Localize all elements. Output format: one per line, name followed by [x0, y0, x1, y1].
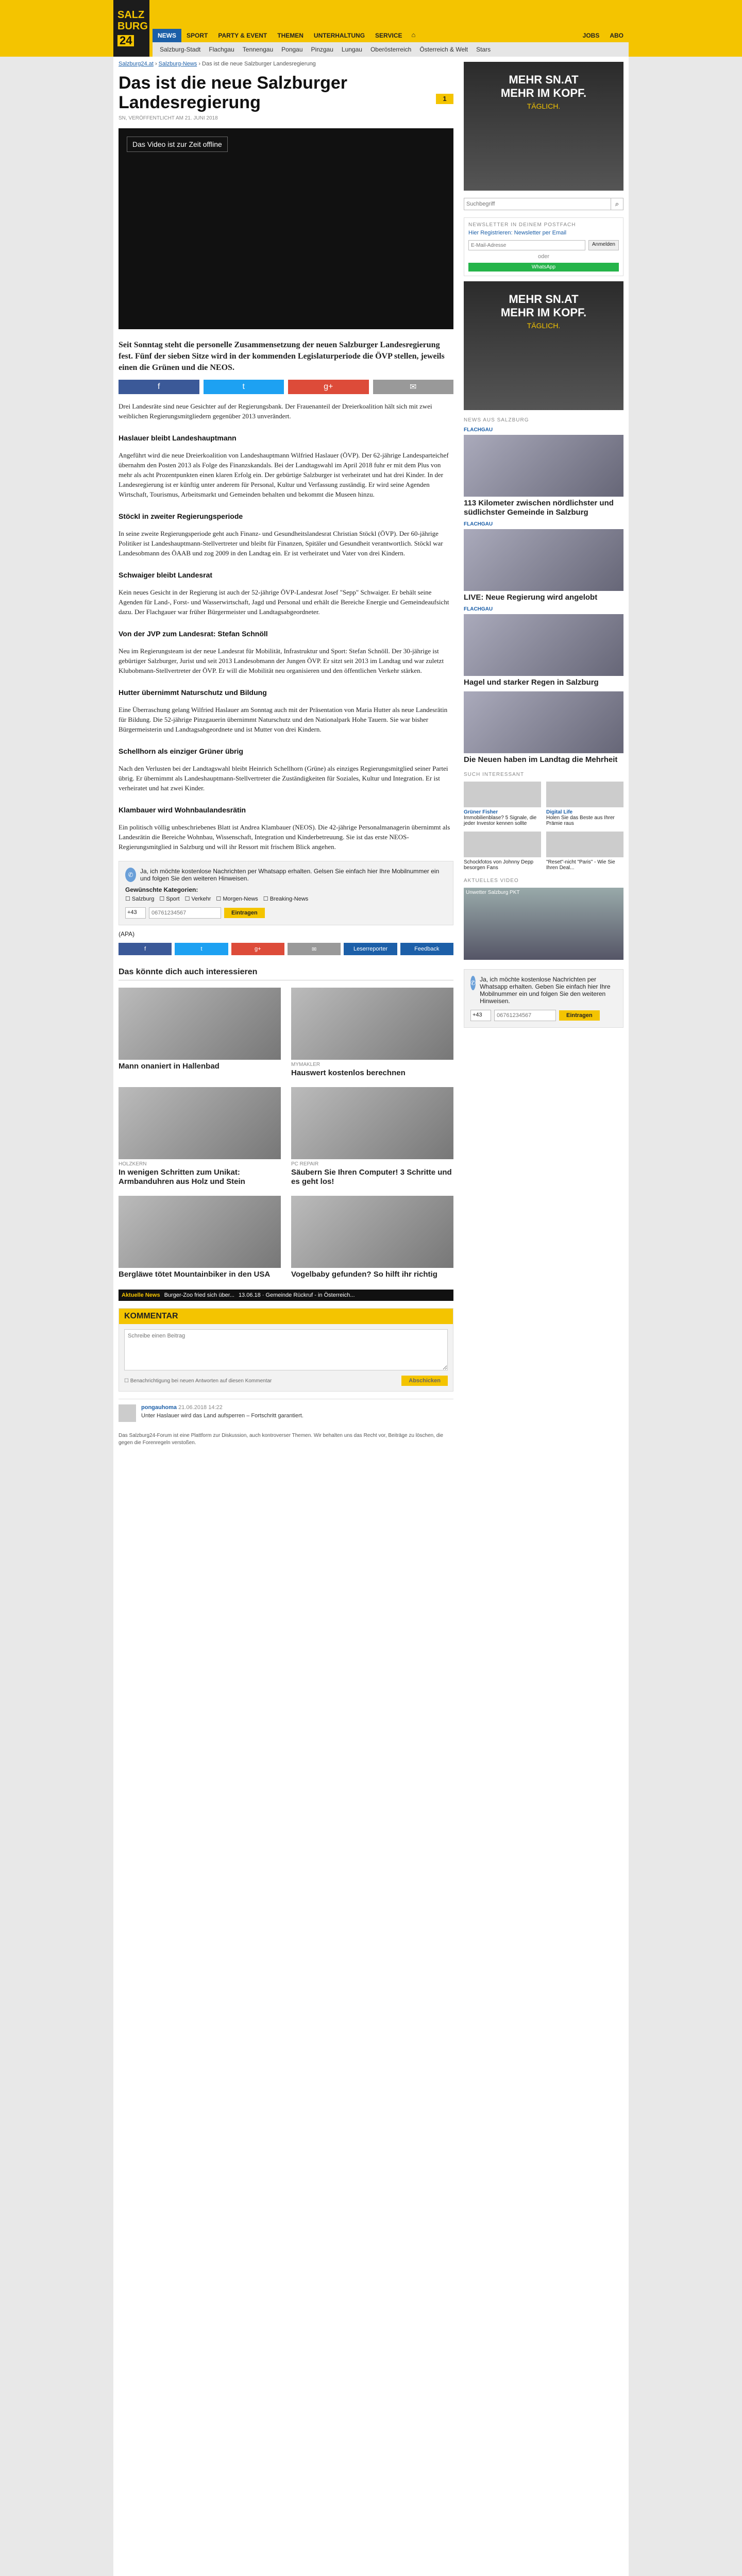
category-checkbox[interactable]: ☐ Sport [159, 896, 180, 902]
teaser-image [291, 1087, 453, 1159]
related-grid [119, 988, 453, 1279]
promo-item[interactable] [464, 782, 541, 826]
comment-textarea[interactable] [124, 1329, 448, 1370]
category-checkbox[interactable]: ☐ Salzburg [125, 896, 155, 902]
whatsapp-button[interactable]: WhatsApp [468, 263, 619, 272]
chat-icon: ✆ [470, 976, 476, 990]
comment-item [119, 1399, 453, 1422]
subnav-item[interactable]: Tennengau [242, 46, 274, 53]
feedback-button[interactable]: Feedback [400, 943, 453, 955]
related-teaser[interactable] [119, 1196, 281, 1279]
search-icon[interactable]: ⌕ [611, 198, 623, 210]
comment-submit-button[interactable]: Abschicken [401, 1376, 448, 1386]
comment-date: 21.06.2018 14:22 [178, 1404, 223, 1411]
whatsapp-signup [119, 861, 453, 925]
newsletter-or: oder [537, 253, 550, 260]
teaser-kicker: HOLZKERN [119, 1161, 147, 1167]
section-heading: Hutter übernimmt Naturschutz und Bildung [119, 688, 267, 697]
promo-item[interactable] [464, 832, 541, 871]
video-offline-label: Das Video ist zur Zeit offline [127, 137, 228, 152]
phone-input[interactable] [149, 907, 221, 919]
category-checkbox[interactable]: ☐ Verkehr [184, 896, 211, 902]
facebook-share-button[interactable]: f [119, 380, 199, 394]
subnav-item[interactable]: Österreich & Welt [419, 46, 468, 53]
sidebar-news-item[interactable] [464, 606, 623, 687]
nav-unterhaltung[interactable]: UNTERHALTUNG [313, 32, 365, 39]
section-heading: Schwaiger bleibt Landesrat [119, 571, 213, 579]
googleplus-share-button[interactable]: g+ [231, 943, 284, 955]
country-prefix-select[interactable]: +43 [125, 907, 146, 919]
ticker-item[interactable]: 13.06.18 · Gemeinde Rückruf - in Österreich... [238, 1292, 355, 1298]
leserreporter-button[interactable]: Leserreporter [344, 943, 397, 955]
promo-desc: "Reset"-nicht "Paris" - Wie Sie Ihren Deal... [546, 859, 615, 871]
breadcrumb: Salzburg24.at › Salzburg-News › Das ist die neue Salzburger Landesregierung [119, 61, 316, 67]
article-paragraph: Nach den Verlusten bei der Landtagswahl bleibt Heinrich Schellhorn (Grüne) als einziges Regierungsmitglied seiner Partei übrig. Er übernimmt als Landeshauptmann-Stellvertreter die Zuständigkeiten für Soziales, Kultur und Integration. Er ist verheiratet und hat zwei Kinder. [119, 765, 448, 792]
news-image [464, 614, 623, 676]
newsletter-heading: NEWSLETTER IN DEINEM POSTFACH [468, 222, 576, 228]
ad-text: MEHR SN.AT [509, 73, 579, 86]
teaser-title: Bergläwe tötet Mountainbiker in den USA [119, 1270, 271, 1279]
share-bar [119, 380, 453, 394]
ticker-label: Aktuelle News [122, 1292, 160, 1298]
promo-heading: SUCH INTERESSANT [464, 772, 525, 777]
promo-image [546, 782, 623, 807]
section-heading: Von der JVP zum Landesrat: Stefan Schnöll [119, 630, 268, 638]
section-heading: Stöckl in zweiter Regierungsperiode [119, 512, 243, 520]
related-teaser[interactable] [291, 1196, 453, 1279]
promo-image [464, 832, 541, 857]
sidebar-news-heading: NEWS AUS SALZBURG [464, 417, 529, 423]
teaser-kicker: MYMAKLER [291, 1062, 321, 1067]
teaser-kicker: PC REPAIR [291, 1161, 319, 1167]
main-nav [153, 29, 629, 42]
news-image [464, 435, 623, 497]
comment-user[interactable]: pongauhoma [141, 1404, 177, 1411]
facebook-share-button[interactable]: f [119, 943, 172, 955]
related-teaser[interactable] [291, 1087, 453, 1187]
news-title: 113 Kilometer zwischen nördlichster und südlichster Gemeinde in Salzburg [464, 499, 614, 517]
nav-news[interactable]: NEWS [153, 29, 181, 42]
ad-text: MEHR IM KOPF. [500, 87, 587, 99]
sidebar-news-item[interactable] [464, 521, 623, 602]
teaser-title: Säubern Sie Ihren Computer! 3 Schritte und es geht los! [291, 1168, 452, 1186]
video-player[interactable] [119, 128, 453, 329]
article-paragraph: In seine zweite Regierungsperiode geht auch Finanz- und Gesundheitslandesrat Christian Stöckl (ÖVP). Der 60-jährige Politiker ist Landeshauptmann-Stellvertreter und bleibt für Finanzen, Spitäler und Gesundheit verantwortlich. Stöckl war Landesobmann des ÖAAB und zog 2009 in den Landtag ein. Er ist verheiratet und Vater von drei Kindern. [119, 530, 443, 557]
teaser-title: In wenigen Schritten zum Unikat: Armbanduhren aus Holz und Stein [119, 1168, 245, 1186]
category-checkbox[interactable]: ☐ Breaking-News [263, 896, 309, 902]
whatsapp-submit-button[interactable]: Eintragen [224, 908, 265, 918]
sidebar-whatsapp-signup [464, 969, 623, 1028]
sidebar-search [464, 198, 623, 210]
comment-count-badge[interactable]: 1 [436, 94, 453, 104]
news-title: LIVE: Neue Regierung wird angelobt [464, 593, 598, 602]
share-bar-bottom [119, 943, 453, 955]
subnav-item[interactable]: Oberösterreich [370, 46, 412, 53]
page-content [113, 57, 629, 2576]
sidebar-news-item[interactable] [464, 691, 623, 765]
teaser-image [291, 1196, 453, 1268]
newsletter-submit-button[interactable]: Anmelden [588, 240, 619, 250]
promo-desc: Immobilienblase? 5 Signale, die jeder Investor kennen sollte [464, 815, 537, 826]
breadcrumb-home[interactable]: Salzburg24.at [119, 61, 154, 67]
news-image [464, 691, 623, 753]
section-heading: Schellhorn als einziger Grüner übrig [119, 747, 243, 755]
whatsapp-submit-button[interactable]: Eintragen [559, 1010, 600, 1021]
phone-input[interactable] [494, 1010, 556, 1021]
article-lead: Seit Sonntag steht die personelle Zusammensetzung der neuen Salzburger Landesregierung fest. Fünf der sieben Sitze wird in der kommenden Legislaturperiode die ÖVP stellen, jeweils einen die Grünen und die NEOS. [119, 341, 445, 372]
nav-sport[interactable]: SPORT [187, 32, 208, 39]
ticker-item[interactable]: Burger-Zoo fried sich über... [164, 1292, 234, 1298]
subnav-item[interactable]: Stars [476, 46, 491, 53]
googleplus-share-button[interactable]: g+ [288, 380, 369, 394]
breadcrumb-section[interactable]: Salzburg-News [158, 61, 197, 67]
newsletter-email-input[interactable] [468, 240, 585, 250]
teaser-image [291, 988, 453, 1060]
nav-abo[interactable]: ABO [610, 32, 623, 39]
avatar [119, 1404, 136, 1422]
teaser-image [119, 988, 281, 1060]
sidebar-video[interactable] [464, 888, 623, 960]
twitter-share-button[interactable]: t [204, 380, 284, 394]
teaser-image [119, 1196, 281, 1268]
article-title: Das ist die neue Salzburger Landesregierung [119, 73, 348, 112]
advertisement[interactable] [464, 281, 623, 410]
article-paragraph: Ein politisch völlig unbeschriebenes Blatt ist Andrea Klambauer (NEOS). Die 42-jährige Personalmanagerin übernimmt als Landesrätin die Bereiche Wohnbau, Wissenschaft, Integration und Kinderbetreuung. Sie ist das erste NEOS-Regierungsmitglied in Salzburg und will ihr Ressort mit frischem Blick angehen. [119, 823, 450, 851]
ad-text: TÄGLICH. [527, 102, 561, 110]
teaser-title: Mann onaniert in Hallenbad [119, 1062, 220, 1071]
sub-nav [153, 42, 629, 57]
video-caption: Unwetter Salzburg PKT [466, 890, 520, 895]
related-title: Das könnte dich auch interessieren [119, 968, 453, 980]
comment-text: Unter Haslauer wird das Land aufsperren – Fortschritt garantiert. [141, 1413, 303, 1419]
promo-image [546, 832, 623, 857]
notify-checkbox[interactable]: ☐ Benachrichtigung bei neuen Antworten auf diesen Kommentar [124, 1378, 272, 1384]
site-header [0, 0, 742, 57]
sidebar-news-item[interactable] [464, 427, 623, 517]
promo-grid [464, 782, 623, 871]
article-paragraph: Eine Überraschung gelang Wilfried Haslauer am Sonntag auch mit der Präsentation von Maria Hutter als neue Landesrätin für Bildung. Die 52-jährige Pinzgauerin übernimmt Naturschutz und den Nationalpark Hohe Tauern. Sie war bisher Bürgermeisterin und Landtagsabgeordnete und ist Mutter von drei Kindern. [119, 706, 448, 733]
promo-item[interactable] [546, 782, 623, 826]
article-paragraph: Kein neues Gesicht in der Regierung ist auch der 52-jährige ÖVP-Landesrat Josef "Sepp" Schwaiger. Er behält seine Agenden für Land-, Forst- und Wasserwirtschaft, Jagd und Personal und erhält die Bereiche Energie und Gemeindeaufsicht dazu. Der Flachgauer war früher Bürgermeister und Landtagsabgeordneter. [119, 588, 449, 616]
promo-desc: Schockfotos von Johnny Depp besorgen Fans [464, 859, 534, 871]
subnav-item[interactable]: Pinzgau [311, 46, 333, 53]
news-title: Die Neuen haben im Landtag die Mehrheit [464, 755, 618, 764]
category-checkbox[interactable]: ☐ Morgen-News [216, 896, 258, 902]
section-heading: Haslauer bleibt Landeshauptmann [119, 434, 237, 442]
subnav-item[interactable]: Lungau [341, 46, 362, 53]
country-prefix-select[interactable]: +43 [470, 1010, 491, 1021]
email-share-button[interactable]: ✉ [373, 380, 454, 394]
whatsapp-note: Ja, ich möchte kostenlose Nachrichten per Whatsapp erhalten. Geben Sie einfach hier Ihre Mobilnummer ein und folgen Sie den weiteren Hinweisen. [480, 976, 611, 1005]
nav-themen[interactable]: THEMEN [277, 32, 303, 39]
chat-icon: ✆ [125, 868, 136, 882]
sidebar [464, 57, 623, 1028]
promo-desc: Holen Sie das Beste aus Ihrer Prämie raus [546, 815, 615, 826]
promo-title: Grüner Fisher [464, 809, 498, 815]
email-share-button[interactable]: ✉ [288, 943, 341, 955]
subnav-item[interactable]: Flachgau [209, 46, 234, 53]
teaser-image [119, 1087, 281, 1159]
newsletter-link[interactable]: Hier Registrieren: Newsletter per Email [468, 230, 567, 236]
news-kicker: FLACHGAU [464, 521, 493, 527]
promo-title: Digital Life [546, 809, 573, 815]
comment-form-title: KOMMENTAR [119, 1309, 453, 1324]
news-title: Hagel und starker Regen in Salzburg [464, 678, 599, 687]
related-teaser[interactable] [119, 988, 281, 1078]
article-meta: SN, VERÖFFENTLICHT AM 21. JUNI 2018 [119, 115, 218, 121]
twitter-share-button[interactable]: t [175, 943, 228, 955]
article-paragraph: Angeführt wird die neue Dreierkoalition von Landeshauptmann Wilfried Haslauer (ÖVP). Der 62-jährige Landesparteichef übernahm den Posten 2013 als Folge des Finanzskandals. Bei der Landtagswahl im April 2018 fuhr er mit dem Plus von mehr als acht Prozentpunkten einen klaren Erfolg ein. Der gebürtige Salzburger ist verheiratet und hat drei Kinder. In der Landesregierung ist er künftig unter anderem für Personal, Kultur und Verfassung zuständig. Er wird seine Agenden Wirtschaft, Tourismus, Arbeitsmarkt und Gemeinden behalten und bekommt die Museen hinzu. [119, 451, 449, 498]
forum-disclaimer: Das Salzburg24-Forum ist eine Plattform zur Diskussion, auch kontroverser Themen. Wir behalten uns das Recht vor, Beiträge zu löschen, die gegen die Forenregeln verstoßen. [119, 1433, 444, 1446]
nav-party[interactable]: PARTY & EVENT [218, 32, 267, 39]
advertisement[interactable] [464, 62, 623, 191]
ad-text: MEHR IM KOPF. [500, 306, 587, 319]
news-image [464, 529, 623, 591]
news-kicker: FLACHGAU [464, 606, 493, 612]
nav-jobs[interactable]: JOBS [582, 32, 600, 39]
video-heading: AKTUELLES VIDEO [464, 878, 519, 884]
subnav-item[interactable]: Pongau [281, 46, 303, 53]
news-kicker: FLACHGAU [464, 427, 493, 433]
teaser-title: Vogelbaby gefunden? So hilft ihr richtig [291, 1270, 437, 1279]
article-paragraph: Drei Landesräte sind neue Gesichter auf der Regierungsbank. Der Frauenanteil der Dreierkoalition hält sich mit zwei weiblichen Regierungsmitgliedern gegenüber 2013 unverändert. [119, 402, 432, 420]
newsletter-box [464, 217, 623, 276]
related-teaser[interactable] [291, 988, 453, 1078]
news-ticker[interactable] [119, 1290, 453, 1301]
article-body [119, 401, 453, 852]
categories-label: Gewünschte Kategorien: [125, 886, 198, 893]
nav-service[interactable]: SERVICE [375, 32, 402, 39]
related-teaser[interactable] [119, 1087, 281, 1187]
comment-form [119, 1308, 453, 1392]
article-paragraph: Neu im Regierungsteam ist der neue Landesrat für Mobilität, Infrastruktur und Sport: Stefan Schnöll. Der 30-jährige ist gebürtiger Salzburger, Jurist und seit 2013 Landesobmann der Jungen ÖVP. Er sitzt seit 2013 im Landtag und war zuletzt Klubobmann-Stellvertreter der ÖVP. Er will die Mobilität neu organisieren und den öffentlichen Verkehr stärken. [119, 647, 444, 674]
search-input[interactable] [464, 198, 611, 210]
teaser-title: Hauswert kostenlos berechnen [291, 1069, 406, 1077]
whatsapp-note: Ja, ich möchte kostenlose Nachrichten per Whatsapp erhalten. Gelsen Sie einfach hier Ihre Mobilnummer ein und folgen Sie den weiteren Hinweisen. [140, 868, 440, 882]
breadcrumb-current: Das ist die neue Salzburger Landesregierung [202, 61, 316, 67]
home-icon[interactable]: ⌂ [411, 31, 416, 39]
ad-text: TÄGLICH. [527, 321, 561, 330]
promo-image [464, 782, 541, 807]
article-column [119, 57, 453, 1447]
promo-item[interactable] [546, 832, 623, 871]
ad-text: MEHR SN.AT [509, 293, 579, 306]
article-source: (APA) [119, 930, 135, 938]
subnav-item[interactable]: Salzburg-Stadt [160, 46, 201, 53]
section-heading: Klambauer wird Wohnbaulandesrätin [119, 806, 246, 814]
site-logo[interactable]: SALZ BURG 24 [113, 0, 149, 57]
